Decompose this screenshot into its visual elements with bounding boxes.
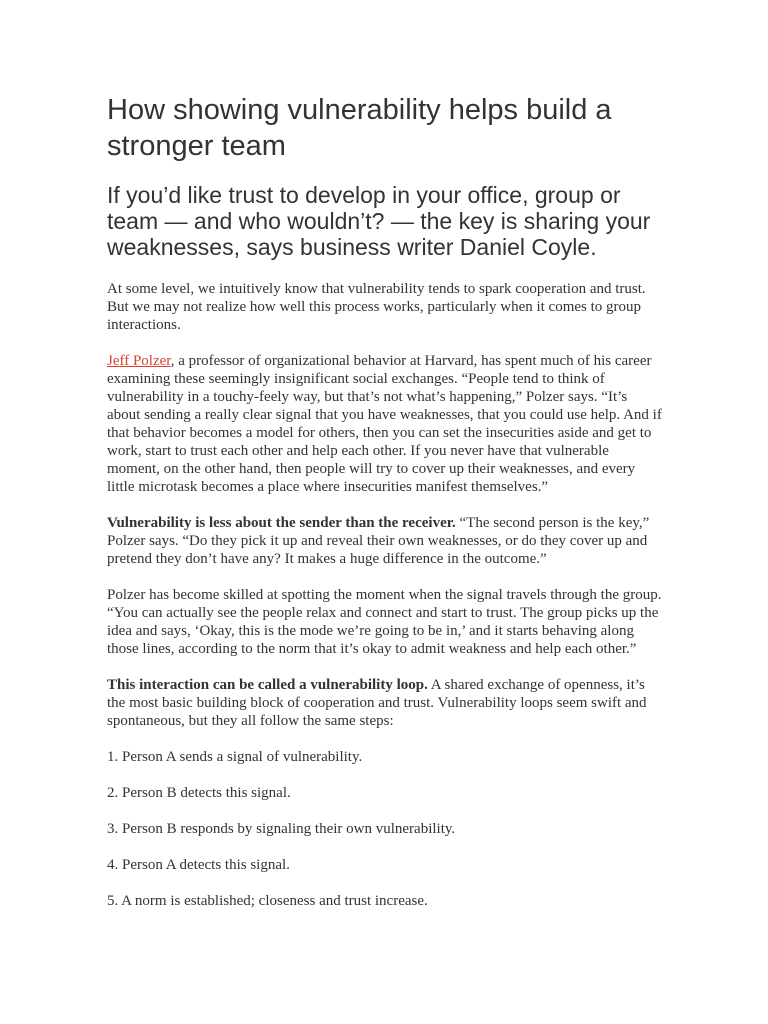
step-item: 2. Person B detects this signal. <box>107 785 291 801</box>
paragraph-loop-text: A shared exchange of openness, it’s the most basic building block of cooperation and trust. Vulnerability loops seem swift and spontaneous, but they all follow the same steps: <box>107 677 647 729</box>
paragraph-receiver-text: “The second person is the key,” Polzer says. “Do they pick it up and reveal their own weaknesses, or do they cover up and pretend they don’t have any? It makes a huge difference in the outcome.” <box>107 515 650 567</box>
paragraph-polzer-text: , a professor of organizational behavior at Harvard, has spent much of his career examining these seemingly insignificant social exchanges. “People tend to think of vulnerability in a touchy-feely way, but that’s not what’s happening,” Polzer says. “It’s about sending a really clear signal that you have weaknesses, that you could use help. And if that behavior becomes a model for others, then you can set the insecurities aside and get to work, start to trust each other and help each other. If you never have that vulnerable moment, on the other hand, then people will try to cover up their weaknesses, and every little microtask becomes a place where insecurities manifest themselves.” <box>107 353 662 495</box>
paragraph-receiver-lead: Vulnerability is less about the sender than the receiver. <box>107 515 456 531</box>
paragraph-loop <box>107 676 663 730</box>
jeff-polzer-link[interactable]: Jeff Polzer <box>107 353 171 369</box>
article-body <box>107 92 663 928</box>
article-subtitle: If you’d like trust to develop in your office, group or team — and who wouldn’t? — the key is sharing your weaknesses, says business writer Daniel Coyle. <box>107 182 651 260</box>
paragraph-intro: At some level, we intuitively know that vulnerability tends to spark cooperation and trust. But we may not realize how well this process works, particularly when it comes to group interactions. <box>107 281 646 333</box>
step-item: 5. A norm is established; closeness and trust increase. <box>107 893 428 909</box>
paragraph-loop-lead: This interaction can be called a vulnerability loop. <box>107 677 428 693</box>
paragraph-signal: Polzer has become skilled at spotting the moment when the signal travels through the group. “You can actually see the people relax and connect and start to trust. The group picks up the idea and says, ‘Okay, this is the mode we’re going to be in,’ and it starts behaving along those lines, according to the norm that it’s okay to admit weakness and help each other.” <box>107 587 662 657</box>
step-item: 4. Person A detects this signal. <box>107 857 290 873</box>
step-item: 1. Person A sends a signal of vulnerability. <box>107 749 363 765</box>
step-item: 3. Person B responds by signaling their own vulnerability. <box>107 821 456 837</box>
paragraph-receiver <box>107 514 663 568</box>
paragraph-polzer <box>107 352 663 496</box>
article-title: How showing vulnerability helps build a stronger team <box>107 94 612 162</box>
